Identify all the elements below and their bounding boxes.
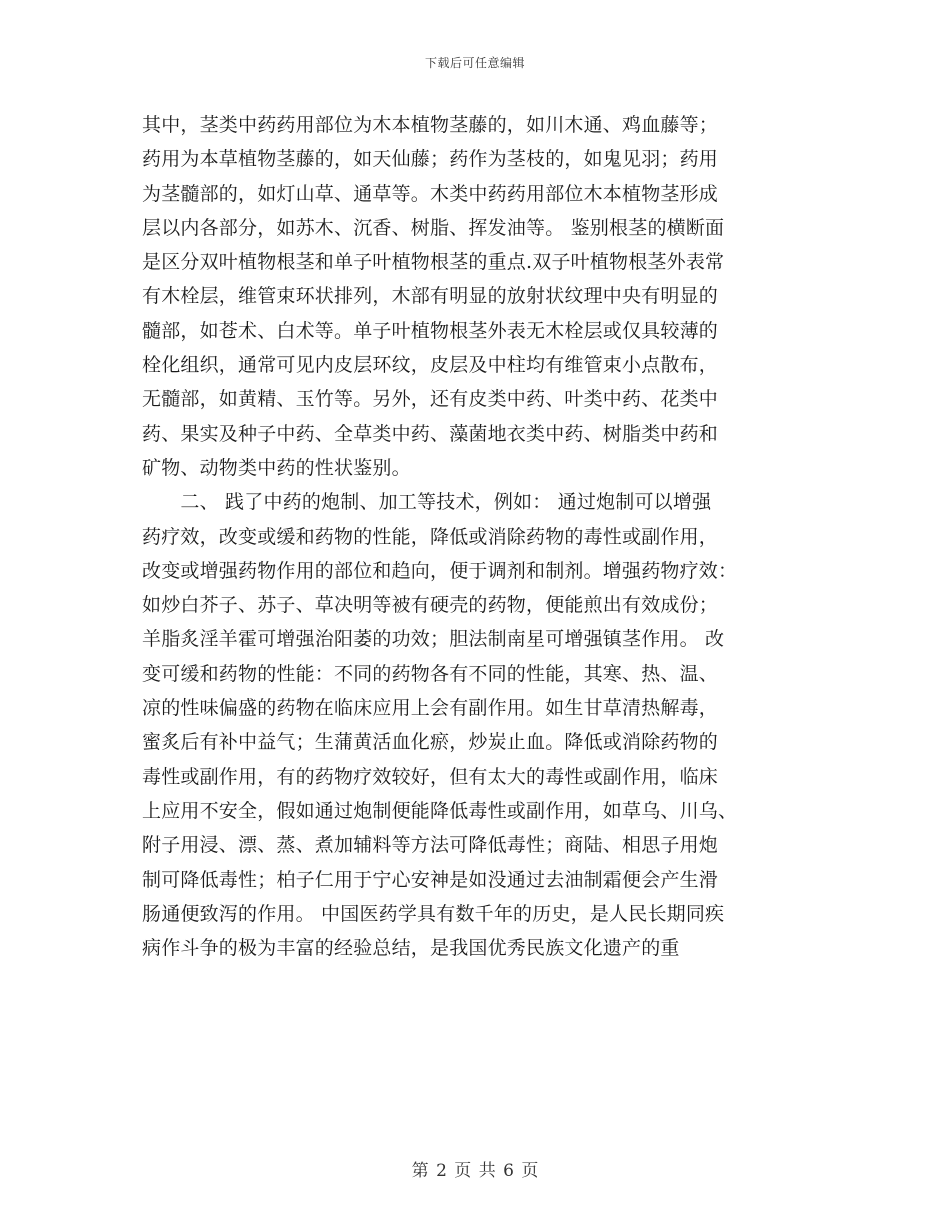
text-line: 羊脂炙淫羊霍可增强治阳萎的功效；胆法制南星可增强镇茎作用。 改 bbox=[142, 628, 725, 651]
text-line: 如炒白芥子、苏子、草决明等被有硬壳的药物，便能煎出有效成份； bbox=[142, 594, 719, 617]
text-line: 毒性或副作用，有的药物疗效较好，但有太大的毒性或副作用，临床 bbox=[142, 765, 719, 788]
text-line: 矿物、动物类中药的性状鉴别。 bbox=[142, 456, 411, 479]
text-line: 无髓部，如黄精、玉竹等。另外，还有皮类中药、叶类中药、花类中 bbox=[142, 388, 719, 411]
text-line: 其中，茎类中药药用部位为木本植物茎藤的，如川木通、鸡血藤等； bbox=[142, 114, 719, 136]
text-line: 层以内各部分，如苏木、沉香、树脂、挥发油等。 鉴别根茎的横断面 bbox=[142, 216, 725, 239]
text-line: 二、 践了中药的炮制、加工等技术，例如： 通过炮制可以增强 bbox=[142, 491, 712, 514]
text-line: 变可缓和药物的性能：不同的药物各有不同的性能，其寒、热、温、 bbox=[142, 662, 719, 685]
page-number: 第 2 页 共 6 页 bbox=[411, 1161, 539, 1181]
text-line: 髓部，如苍术、白术等。单子叶植物根茎外表无木栓层或仅具较薄的 bbox=[142, 319, 719, 342]
text-line: 蜜炙后有补中益气；生蒲黄活血化瘀，炒炭止血。降低或消除药物的 bbox=[142, 731, 719, 754]
text-line: 上应用不安全，假如通过炮制便能降低毒性或副作用，如草乌、川乌、 bbox=[142, 799, 738, 822]
text-line: 药用为本草植物茎藤的，如天仙藤；药作为茎枝的，如鬼见羽；药用 bbox=[142, 148, 719, 171]
text-line: 是区分双叶植物根茎和单子叶植物根茎的重点.双子叶植物根茎外表常 bbox=[142, 251, 725, 274]
text-line: 制可降低毒性；柏子仁用于宁心安神是如没通过去油制霜便会产生滑 bbox=[142, 868, 719, 891]
text-line: 凉的性味偏盛的药物在临床应用上会有副作用。如生甘草清热解毒， bbox=[142, 697, 719, 720]
text-line: 附子用浸、漂、蒸、煮加辅料等方法可降低毒性；商陆、相思子用炮 bbox=[142, 834, 719, 857]
document-body bbox=[142, 108, 822, 965]
text-line: 为茎髓部的，如灯山草、通草等。木类中药药用部位木本植物茎形成 bbox=[142, 182, 719, 205]
text-line: 栓化组织，通常可见内皮层环纹，皮层及中柱均有维管束小点散布， bbox=[142, 354, 719, 377]
page-header-note: 下载后可任意编辑 bbox=[424, 56, 525, 70]
text-line: 有木栓层，维管束环状排列，木部有明显的放射状纹理中央有明显的 bbox=[142, 285, 719, 308]
text-line: 药疗效，改变或缓和药物的性能，降低或消除药物的毒性或副作用， bbox=[142, 525, 719, 548]
text-line: 病作斗争的极为丰富的经验总结，是我国优秀民族文化遗产的重 bbox=[142, 937, 680, 960]
text-line: 肠通便致泻的作用。 中国医药学具有数千年的历史，是人民长期同疾 bbox=[142, 902, 725, 925]
text-line: 改变或增强药物作用的部位和趋向，便于调剂和制剂。增强药物疗效： bbox=[142, 559, 738, 582]
text-line: 药、果实及种子中药、全草类中药、藻菌地衣类中药、树脂类中药和 bbox=[142, 422, 719, 445]
